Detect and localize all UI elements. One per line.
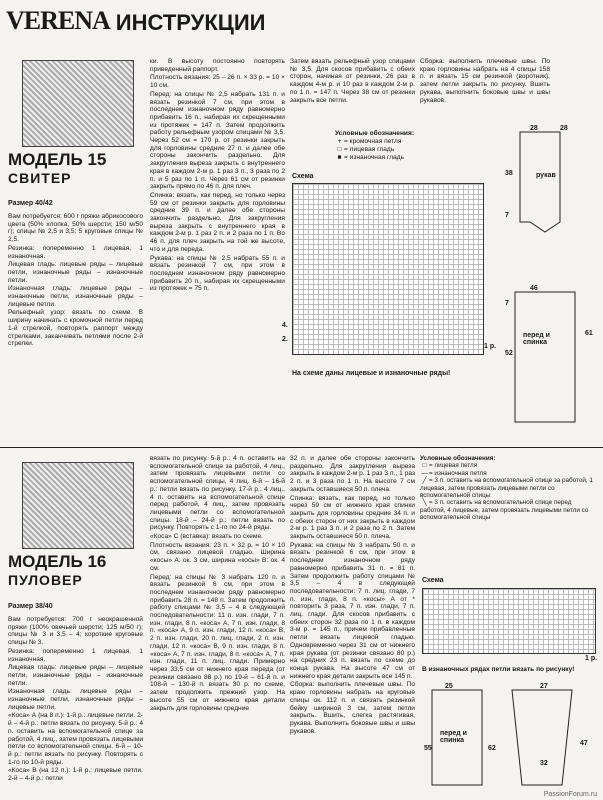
m16-c1-p1: Вам потребуется: 700 г неокрашенной пряжи (100% овечьей шерсти; 125 м/50 г); спицы № 3 и 3,5 – 4; короткие круговые спицы № 3. — [8, 616, 143, 647]
m15-c1-p1: Вам потребуется: 600 г пряжи абрикосового цвета (50% хлопка, 50% шерсти; 150 м/50 г); спицы № 2,5 и 3,5; 5 круговые спицы № 2,5. — [8, 213, 143, 244]
m16-legend-item — [420, 462, 598, 469]
m15-c3-p1: Затем вязать рельефный узор спицами № 3,5. Для скосов прибавить с обеих сторон, начиная от резинки, 26 раз в каждом 4-м р. и 10 раз в каждом 2-м р. по 1 п. = 147 п. Через 38 см от резинки закрыть все петли. — [290, 58, 415, 104]
model-16-column-3 — [290, 455, 415, 793]
m15-body-label: перед и спинка — [523, 332, 550, 346]
m15-dim-6: 52 — [505, 350, 513, 357]
m15-c1-p5: Рельефный узор: вязать по схеме. В ширину начинать с кромочной петли перед 1-й стрелкой, повторять раппорт между стрелками, заканчивать петлями после 2-й стрелки. — [8, 309, 143, 348]
m15-c1-p2: Резинка: попеременно 1 лицевая, 1 изнаночная. — [8, 244, 143, 260]
m16-c1-p3: Лицевая гладь: лицевые ряды – лицевые петли, изнаночные ряды – изнаночные петли. — [8, 664, 143, 687]
m16-legend-text-4: = 3 п. оставить на вспомогательной спице перед работой, 4 лицевые, затем провязать лицевыми петли со вспомогательной спицы — [420, 499, 589, 522]
model-15-photo — [22, 60, 134, 147]
m15-row-label-1: 1 р. — [484, 343, 497, 350]
m16-chart-grid — [422, 588, 596, 654]
brand-logo: VERENA — [6, 6, 110, 35]
m16-c2-p3: Плотность вязания: 23 п. × 32 р. = 10 × 10 см, связано лицевой гладью. Ширина «косы» А: ок. 3 см, ширина «косы» В: ок. 4 см. — [150, 541, 285, 572]
m15-chart-note: На схеме даны лицевые и изнаночные ряды! — [292, 370, 451, 377]
m16-dim-2: 27 — [540, 683, 548, 690]
m15-dim-4: 46 — [530, 285, 538, 292]
m16-dim-5: 32 — [540, 760, 548, 767]
m16-c3-p2: Спинка: вязать, как перед, но только через 59 см от нижнего края спинки закрыть для горловины средние 34 п. и с обеих сторон от них закрыть в каждом 2-м р. 1 раз 3 п. и 2 раза по 2 п. Затем закрыть оставшиеся 50 п. плеча. — [290, 494, 415, 541]
m16-c2-p2: «Коса» С (вставка): вязать по схеме. — [150, 533, 263, 541]
cable-back-icon: ╱ — [422, 477, 427, 485]
m15-sleeve-shape — [520, 132, 560, 232]
m16-dim-3: 55 — [424, 745, 432, 752]
m15-c2-p4: Спинка: вязать, как перед, но только через 59 см от резинки закрыть для горловины средние 39 п. и далее обе стороны закончить раздельно. Для закругления выреза закрыть с внутреннего края в каждом 2-м р. 1 раз 2 п. и 2 раза по 1 п. Во 46 п. для плеч закрыть на той же высоте, что и для переда. — [150, 191, 285, 253]
m15-body-shape — [515, 292, 575, 422]
m16-c3-p3: Рукава: на спицы № 3 набрать 50 п. и вязать резинкой 6 см, при этом в последнем изнаночном ряду равномерно прибавить 31 п. = 81 п. Затем продолжить работу спицами № 3,5 – 4 в следующей последовательности: 7 п. лиц. глади, 7 п. изн. глади, 8 п. «косы» А от * повторить 3 раза, 7 п. изн. глади, 7 п. лиц. глади. Для скосов прибавить с обеих сторон 32 раза по 1 п. в каждом 3-м р. = 145 п., причем прибавленные петли вязать лицевой гладью. Одновременно через 31 см от нижнего края рукава (от резинки связано 80 р.) на средних 23 п. вязать по схеме до конца рукава. На высоте 47 см от нижнего края детали закрыть все 145 п. — [290, 541, 415, 680]
m15-chart-grid — [292, 183, 484, 355]
m15-c1-p3: Лицевая гладь: лицевые ряды – лицевые петли, изнаночные ряды – изнаночные петли. — [8, 261, 143, 284]
m16-dim-4: 62 — [488, 745, 496, 752]
model-15-title — [8, 150, 106, 186]
m15-schematic — [500, 122, 600, 442]
m16-sleeve-shape — [512, 690, 572, 785]
m16-body-label: перед и спинка — [440, 730, 467, 744]
model-15-name: СВИТЕР — [8, 170, 72, 186]
purl-stitch-icon: ■ — [337, 154, 342, 161]
m15-dim-1: 28 — [530, 125, 538, 132]
m16-legend-text-1: = лицевая петля — [429, 462, 478, 470]
m15-dim-3: 7 — [505, 212, 509, 219]
watermark: PassionForum.ru — [543, 791, 597, 798]
m16-c3-p1: 32 п. и далее обе стороны закончить раздельно. Для закругления выреза закрыть в каждом 2-м р. 1 раз 3 п., 1 раз 2 п. и 3 раза по 1 п. На высоте 7 см закрыть оставшиеся 50 п. плеча. — [290, 455, 415, 493]
model-15-column-4 — [420, 58, 550, 118]
m16-legend-text-2: = изнаночная петля — [429, 469, 487, 477]
m16-dim-1: 25 — [445, 683, 453, 690]
knit-stitch-icon: □ — [337, 146, 342, 153]
m15-legend-title: Условные обозначения: — [335, 130, 415, 137]
m15-chart-title: Схема — [292, 173, 314, 180]
model-16-size: Размер 38/40 — [8, 603, 53, 610]
m15-c1-p4: Изнаночная гладь: лицевые ряды – изнаночные петли, изнаночные ряды – лицевые петли. — [8, 285, 143, 308]
model-16-name: ПУЛОВЕР — [8, 572, 83, 588]
m15-legend-text-2: = лицевая гладь — [344, 146, 395, 153]
m16-c1-p2: Резинка: попеременно 1 лицевая, 1 изнаночная. — [8, 647, 143, 663]
model-15-column-2 — [150, 58, 285, 443]
m16-chart-note: В изнаночных рядах петли вязать по рисунку! — [422, 666, 575, 673]
m15-legend-item — [335, 138, 455, 146]
knit-stitch-icon: □ — [422, 462, 427, 470]
m16-c1-p5: «Коса» А (на 8 п.): 1-й р.: лицевые петли. 2-й – 4-й р.: петли вязать по рисунку. 5-й р.: 4 п. оставить на вспомогательной спице за работой, 4 лиц., затем провязать лицевыми петли со вспомогательной спицы. 6-й – 10-й р.: петли вязать по рисунку. Повторять с 1-го по 10-й ряды. — [8, 712, 143, 766]
m15-dim-7: 61 — [585, 330, 593, 337]
model-15-size: Размер 40/42 — [8, 200, 53, 207]
m16-c1-p6: «Коса» В (на 12 п.): 1-й р.: лицевые петли. 2-й – 4-й р.: петли — [8, 767, 143, 783]
model-15-column-3 — [290, 58, 415, 118]
m15-c2-p1: ки. В высоту постоянно повторять приведенный раппорт. — [150, 58, 285, 73]
m15-c4-p1: Сборка: выполнить плечевые швы. По краю горловины набрать на 4 спицы 158 п. и вязать 15 см резинкой (воротник), затем петли закрыть по рисунку. Вшить рукава, выполнить боковые швы и швы рукавов. — [420, 58, 550, 104]
selvage-icon: + — [337, 138, 342, 145]
model-16-title — [8, 552, 106, 588]
m15-c2-p3: Перед: на спицы № 2,5 набрать 131 п. и вязать резинкой 7 см, при этом в последнем изнаночном ряду равномерно прибавить 16 п., набирая их скрещенными из протяжек = 147 п. Затем продолжить работу рельефным узором спицами № 3,5. Через 52 см = 170 р. от резинки закрыть для горловины средние 27 п. и далее обе стороны закончить раздельно. Для закругления выреза закрыть с внутреннего края в каждом 2-м р. 1 раз 3 п., 3 раза по 2 п. и 5 раз по 1 п. Через 61 см от резинки закрыть прямо по 46 п. для плеч. — [150, 90, 285, 191]
section-divider — [0, 447, 603, 448]
m16-legend-text-3: = 3 п. оставить на вспомогательной спице за работой, 1 лицевая, затем провязать лицевыми петли со вспомогательной спицы — [420, 477, 593, 500]
purl-stitch-icon: — — [421, 469, 428, 477]
m15-legend-text-3: = изнаночная гладь — [344, 154, 405, 161]
model-16-column-1 — [8, 616, 143, 791]
m16-chart-title: Схема — [422, 577, 444, 584]
m15-sleeve-label: рукав — [536, 172, 556, 179]
page-header — [6, 6, 265, 36]
m16-legend-item — [420, 499, 598, 521]
model-15-number: МОДЕЛЬ 15 — [8, 150, 107, 169]
m15-dim-5: 7 — [505, 300, 509, 307]
cable-front-icon: ╲ — [422, 499, 427, 507]
m15-c2-p2: Плотность вязания: 25 – 26 п. × 33 р. = 10 × 10 см. — [150, 74, 285, 90]
model-16-column-2 — [150, 455, 285, 793]
m16-c3-p4: Сборка: выполнить плечевые швы. По краю горловины набрать на круговые спицы ок. 112 п. и связать резинкой бейку шириной 3 см, затем петли закрыть. Вшить, слегка растягивая, рукава. Выполнить боковые швы и швы рукавов. — [290, 681, 415, 735]
model-15-column-1 — [8, 213, 143, 443]
m15-dim-2: 38 — [505, 170, 513, 177]
section-title: ИНСТРУКЦИИ — [115, 10, 266, 35]
m15-c2-p5: Рукава: на спицы № 2,5 набрать 55 п. и вязать резинкой 7 см, при этом в последнем изнаночном ряду равномерно прибавить 20 п., набирая их скрещенными из протяжек = 75 п. — [150, 254, 285, 293]
m15-legend-item — [335, 146, 455, 154]
m16-legend-title: Условные обозначения: — [420, 455, 496, 462]
model-16-number: МОДЕЛЬ 16 — [8, 552, 107, 571]
m15-legend-item — [335, 154, 455, 162]
model-16-photo — [22, 462, 134, 549]
m16-legend — [420, 455, 598, 522]
m15-legend — [335, 130, 455, 162]
m16-legend-item — [420, 477, 598, 499]
m15-row-label-2: 2. — [282, 336, 288, 343]
m16-row-label-1: 1 р. — [585, 655, 598, 662]
m15-row-label-4: 4. — [282, 322, 288, 329]
m16-c2-p4: Перед: на спицы № 3 набрать 120 п. и вязать резинкой 6 см, при этом в последнем изнаночном ряду равномерно прибавить 28 п. = 148 п. Затем продолжить работу спицами № 3,5 – 4 в следующей последовательности: 11 п. изн. глади, 7 п. изн. глади, 8 п. «коса» А, 7 п. изн. глади, 8 п. «коса» А, 9 п. изн. глади, 12 п. «коса» В, 2 п. изн. глади, 20 п. лиц. глади, 2 п. изн. глади, 12 п. «коса» В, 9 п. изн. глади, 8 п. «коса» А, 7 п. изн. глади, 8 п. «коса» А, 7 п. изн. глади, 11 п. лиц. глади. Примерно через 33,5 см от нижнего края переда (от резинки связано 88 р.) по 19-й – 61-й п. и 108-й – 130-й п. вязать 30 р. по схеме, затем продолжить прежний узор. На высоте 55 см от нижнего края детали закрыть для горловины средние — [150, 573, 285, 712]
m16-c2-p1: вязать по рисунку. 5-й р.: 4 п. оставить на вспомогательной спице за работой, 4 лиц., затем провязать лицевыми петли со вспомогательной спицы, 4 лиц. 6-й – 16-й р.: петли вязать по рисунку. 17-й р.: 4 лиц., 4 п. оставить на вспомогательной спице перед работой, 4 лиц., затем провязать лицевыми петли со вспомогательной спицы. 18-й – 24-й р.: петли вязать по рисунку. Повторять с 1-го по 24-й ряды. — [150, 455, 285, 532]
m15-dim-8: 28 — [560, 125, 568, 132]
m15-legend-text-1: = кромочная петля — [344, 138, 402, 145]
m16-dim-6: 47 — [580, 740, 588, 747]
m16-c1-p4: Изнаночная гладь: лицевые ряды – изнаночные петли, изнаночные ряды – лицевые петли. — [8, 688, 143, 711]
